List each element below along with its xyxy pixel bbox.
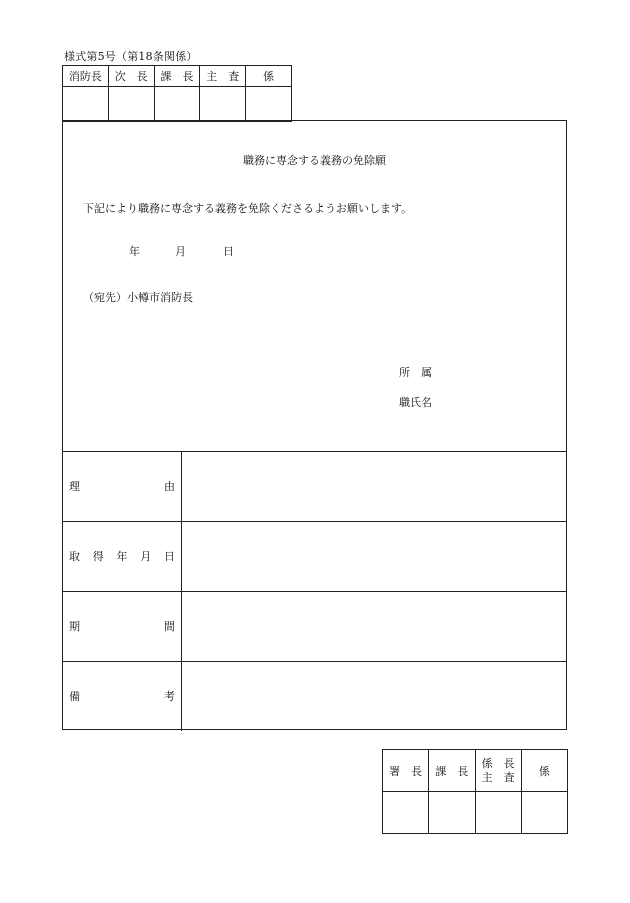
affiliation-label: 所 属	[399, 366, 432, 379]
date-year-label: 年	[129, 245, 140, 258]
divider	[63, 451, 566, 452]
request-text: 下記により職務に専念する義務を免除くださるようお願いします。	[83, 202, 413, 215]
application-form	[62, 120, 567, 730]
stamp-header-station-chief: 署 長	[383, 750, 429, 792]
stamp-header-deputy-chief: 次 長	[108, 66, 154, 87]
stamp-header-staff: 係	[521, 750, 567, 792]
stamp-box[interactable]	[200, 87, 246, 122]
date-month-label: 月	[175, 245, 186, 258]
row-label-period: 期 間	[69, 620, 175, 633]
row-label-reason: 理 由	[69, 480, 175, 493]
approval-stamp-table-top	[62, 65, 292, 122]
addressee: （宛先）小樽市消防長	[83, 291, 193, 304]
approval-stamp-table-bottom	[382, 749, 568, 834]
stamp-box[interactable]	[63, 87, 109, 122]
stamp-box[interactable]	[108, 87, 154, 122]
document-title: 職務に専念する義務の免除願	[243, 154, 386, 167]
stamp-box[interactable]	[475, 792, 521, 834]
stamp-header-fire-chief: 消防長	[63, 66, 109, 87]
divider	[63, 661, 566, 662]
stamp-box[interactable]	[383, 792, 429, 834]
name-label: 職氏名	[399, 396, 432, 409]
stamp-header-section-chief: 課 長	[154, 66, 200, 87]
stamp-header-section-chief: 課 長	[429, 750, 475, 792]
divider	[63, 591, 566, 592]
stamp-header-subsection-chief: 係 長 主 査	[475, 750, 521, 792]
stamp-box[interactable]	[429, 792, 475, 834]
row-label-remarks: 備 考	[69, 690, 175, 703]
stamp-box[interactable]	[154, 87, 200, 122]
stamp-box[interactable]	[246, 87, 292, 122]
row-label-acquisition-date: 取 得 年 月 日	[69, 550, 175, 563]
date-day-label: 日	[223, 245, 234, 258]
stamp-header-staff: 係	[246, 66, 292, 87]
divider	[63, 521, 566, 522]
stamp-box[interactable]	[521, 792, 567, 834]
stamp-header-chief-examiner: 主 査	[200, 66, 246, 87]
column-divider	[181, 451, 182, 731]
form-number: 様式第5号（第18条関係）	[64, 50, 198, 63]
